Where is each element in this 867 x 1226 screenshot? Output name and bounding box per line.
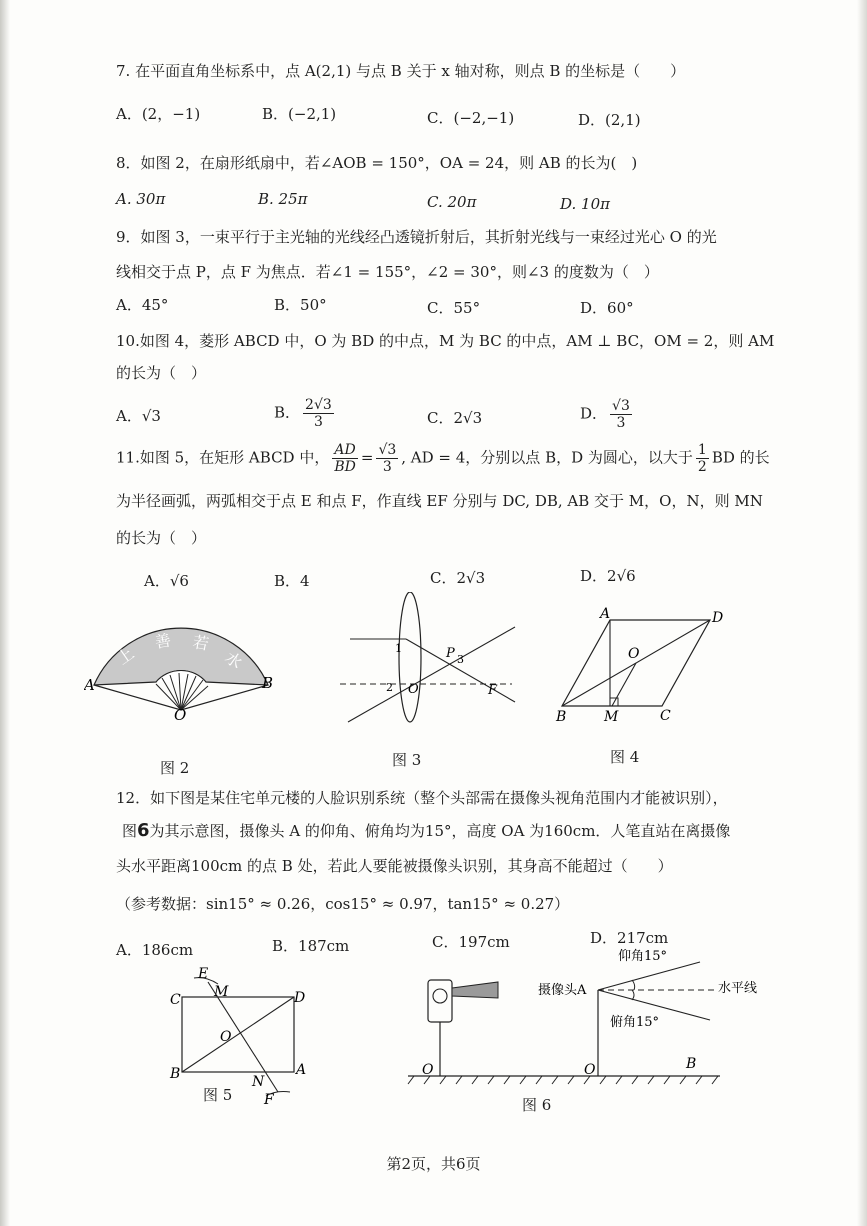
fig6-horizontal-label: 水平线: [718, 981, 758, 996]
figure-5-caption: 图 5: [203, 1086, 233, 1104]
fig5-label-b: B: [170, 1066, 181, 1082]
q8-option-a: A. 30π: [116, 190, 166, 208]
fig5-label-f: F: [264, 1092, 274, 1108]
q11-option-a: A．√6: [144, 572, 189, 590]
figure-6-camera: [400, 944, 770, 1089]
fig6-camera-label: 摄像头A: [538, 983, 587, 998]
figure-2-caption: 图 2: [160, 759, 190, 777]
q12-option-a: A．186cm: [116, 941, 194, 959]
q8-option-d: D. 10π: [560, 195, 610, 213]
fig5-label-d: D: [294, 990, 306, 1006]
fig5-label-o: O: [220, 1029, 232, 1045]
fig3-label-f: F: [488, 683, 498, 698]
question-8-stem: 8．如图 2，在扇形纸扇中，若∠AOB = 150°，OA = 24，则 AB 的长为( ): [116, 154, 638, 172]
figure-4-rhombus: [552, 602, 732, 726]
question-7-stem: 7. 在平面直角坐标系中，点 A(2,1) 与点 B 关于 x 轴对称，则点 B 的坐标是（ ）: [116, 62, 686, 80]
figure-6-caption: 图 6: [522, 1096, 552, 1114]
fig6-label-o2: O: [584, 1062, 596, 1078]
fig3-angle-2: 2: [386, 681, 393, 694]
q9-option-b: B．50°: [274, 296, 327, 314]
question-12-stem-line1: 12．如下图是某住宅单元楼的人脸识别系统（整个头部需在摄像头视角范围内才能被识别），: [116, 789, 728, 807]
scan-shadow-right: [857, 0, 867, 1226]
fig6-depression-label: 俯角15°: [610, 1015, 660, 1030]
fig3-angle-1: 1: [395, 642, 402, 655]
fig5-label-m: M: [214, 984, 229, 1000]
fig3-label-p: P: [446, 646, 455, 661]
question-11-stem-line3: 的长为（ ）: [116, 529, 207, 547]
q7-option-c: C．(−2,−1): [427, 109, 515, 127]
q8-option-c: C. 20π: [427, 193, 477, 211]
fan-char-2: 善: [153, 630, 173, 652]
q10-option-a: A．√3: [116, 407, 161, 425]
q10-option-c: C．2√3: [427, 409, 483, 427]
question-11-stem-line2: 为半径画弧，两弧相交于点 E 和点 F，作直线 EF 分别与 DC, DB, AB 交于 M，O，N，则 MN: [116, 492, 763, 510]
figure-2-fan: [84, 610, 284, 725]
fan-char-3: 若: [191, 632, 211, 654]
fig5-label-n: N: [252, 1074, 265, 1090]
figure-3-lens: [340, 592, 520, 732]
fig3-label-o: O: [408, 682, 419, 697]
figure-4-caption: 图 4: [610, 748, 640, 766]
q11-option-c: C．2√3: [430, 569, 486, 587]
q8-option-b: B. 25π: [258, 190, 308, 208]
q11-option-d: D．2√6: [580, 567, 636, 585]
q10-option-d: D． $\frac{√3}{3}$: [580, 398, 630, 431]
question-12-stem-line3: 头水平距离100cm 的点 B 处，若此人要能被摄像头识别，其身高不能超过（ ）: [116, 857, 673, 875]
figure-5-rectangle: [166, 962, 316, 1112]
scan-shadow-left: [0, 0, 10, 1226]
fig2-label-a: A: [84, 676, 95, 694]
figure-3-caption: 图 3: [392, 751, 422, 769]
q7-option-d: D．(2,1): [578, 111, 641, 129]
q10-option-b: B． $\frac{2√3}{3}$: [274, 397, 332, 430]
fig4-label-o: O: [628, 646, 640, 662]
q9-option-c: C．55°: [427, 299, 481, 317]
fan-char-4: 水: [221, 647, 246, 673]
fig5-label-a: A: [296, 1062, 307, 1078]
q9-option-a: A．45°: [116, 296, 169, 314]
q7-option-a: A．(2，−1): [116, 105, 201, 123]
q12-option-b: B．187cm: [272, 937, 350, 955]
fig4-label-a: A: [600, 606, 611, 622]
page-footer: 第2页，共6页: [386, 1155, 481, 1173]
question-10-stem-line1: 10.如图 4，菱形 ABCD 中，O 为 BD 的中点，M 为 BC 的中点，AM ⊥ BC，OM = 2，则 AM: [116, 332, 775, 350]
q9-option-d: D．60°: [580, 299, 634, 317]
fan-char-1: 上: [113, 643, 138, 669]
fig4-label-d: D: [712, 610, 724, 626]
fig4-label-b: B: [556, 709, 567, 725]
fig4-label-c: C: [660, 708, 671, 724]
q7-option-b: B．(−2,1): [262, 105, 337, 123]
question-9-stem-line2: 线相交于点 P，点 F 为焦点．若∠1 = 155°，∠2 = 30°，则∠3 的度数为（ ）: [116, 263, 659, 281]
fig4-label-m: M: [604, 709, 619, 725]
question-10-stem-line2: 的长为（ ）: [116, 364, 207, 382]
q11-option-b: B．4: [274, 572, 310, 590]
fig5-label-c: C: [170, 992, 181, 1008]
fig5-label-e: E: [198, 966, 209, 982]
fig2-label-o: O: [174, 706, 187, 724]
question-12-reference: （参考数据：sin15° ≈ 0.26，cos15° ≈ 0.97，tan15° ≈ 0.27）: [116, 895, 570, 913]
question-12-stem-line2: 图6为其示意图，摄像头 A 的仰角、俯角均为15°，高度 OA 为160cm．人笔直站在离摄像: [122, 820, 731, 841]
fig6-label-b: B: [686, 1056, 697, 1072]
fig6-label-o1: O: [422, 1062, 434, 1078]
fig3-angle-3: 3: [457, 653, 464, 666]
fig2-label-b: B: [262, 674, 274, 692]
fig6-elevation-label: 仰角15°: [618, 949, 668, 964]
question-9-stem-line1: 9．如图 3，一束平行于主光轴的光线经凸透镜折射后，其折射光线与一束经过光心 O 的光: [116, 228, 717, 246]
q12-option-c: C．197cm: [432, 933, 510, 951]
q12-option-d: D．217cm: [590, 929, 669, 947]
question-11-stem-line1: 11.如图 5，在矩形 ABCD 中， $\frac{AD}{BD}$ = $\frac{√3}{3}$ , AD = 4，分别以点 B，D 为圆心，以大于 $\frac{1}{2}$ BD 的长: [116, 442, 770, 475]
